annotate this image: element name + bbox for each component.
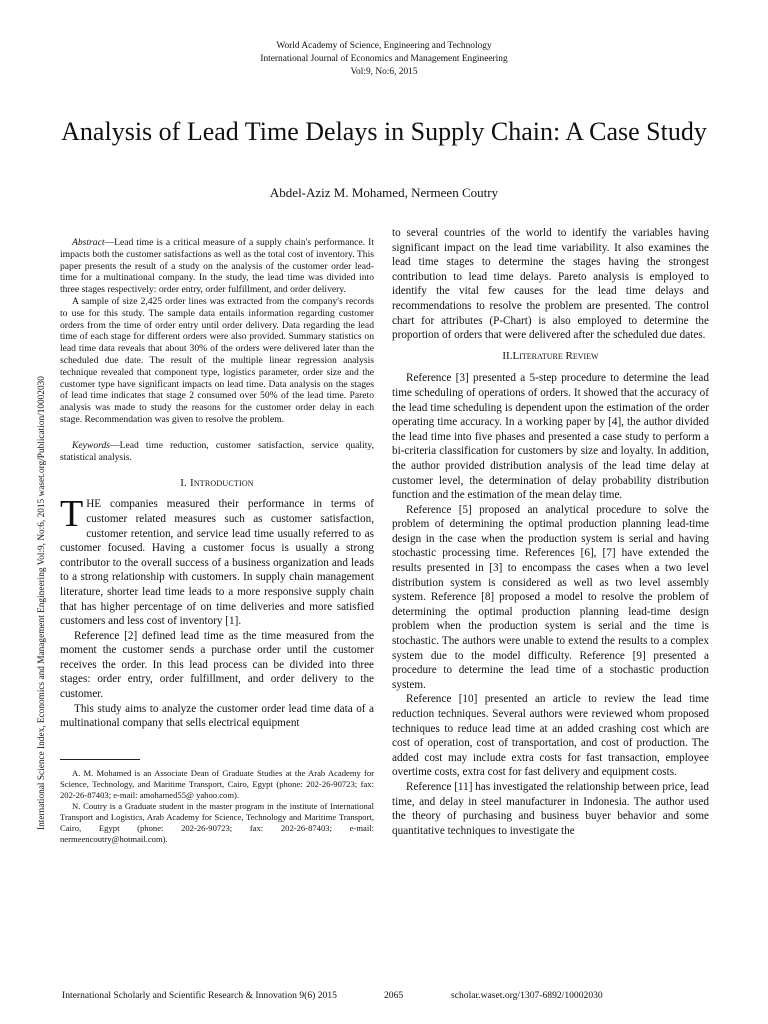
footnote-rule — [60, 759, 140, 760]
left-column — [60, 237, 374, 845]
page-number: 2065 — [384, 990, 404, 1001]
keywords-label: Keywords — [72, 439, 111, 451]
author-footnotes — [60, 768, 374, 845]
section-heading-literature-review — [392, 349, 709, 364]
lit-paragraph-2: Reference [5] proposed an analytical procedure to solve the problem of determining the optimal production planning lead-time design in the case when the production system is serial and having stochastic processing time. References [6], [7] have extended the results presented in [3] to encompass the cases when a two level distribution system is considered as well as two level assembly system. Reference [8] proposed a model to resolve the problem of determining the optimal production planning lead-time design problem when the production system is serial and the time is stochastic. The authors were unable to extend the results to a complex system due to the model difficulty. Reference [9] presented a procedure to determine the lead time of a stochastic production system. — [392, 503, 709, 691]
abstract — [60, 237, 374, 426]
abstract-paragraph-2: A sample of size 2,425 order lines was extracted from the company's records to use for this study. The sample data entails information regarding customer orders from the time of order entry until order delivery. Data regarding the lead time of each stage for different orders were also provided. Summary statistics on lead time data reveals that about 30% of the orders were delivered later than the scheduled due date. The result of the multiple linear regression analysis technique revealed that component type, logistics parameter, order size and the customer type have significant impacts on lead time. Data analysis on the stages of lead time indicates that stage 2 consumed over 50% of the lead time. Pareto analysis was made to study the reasons for the customer order delay in each stage. Recommendation was given to resolve the problem. — [60, 295, 374, 425]
right-column-body — [392, 226, 709, 838]
footer-publisher: International Scholarly and Scientific Research & Innovation 9(6) 2015 — [62, 990, 337, 1001]
intro-paragraph-1 — [60, 493, 374, 628]
section-heading-introduction: I. Introduction — [180, 477, 254, 490]
intro-paragraph-3: This study aims to analyze the customer order lead time data of a multinational company that sells electrical equipment — [60, 702, 374, 730]
abstract-dash: — — [104, 237, 115, 248]
journal-volume: Vol:9, No:6, 2015 — [350, 67, 418, 77]
lit-paragraph-4: Reference [11] has investigated the relationship between price, lead time, and delay in steel manufacturer in Indonesia. The author used the theory of purchasing and business buyer behavior and some quantitative techniques to investigate the — [392, 780, 709, 837]
section-title: Literature Review — [512, 349, 599, 362]
paper-authors: Abdel-Aziz M. Mohamed, Nermeen Coutry — [269, 185, 499, 200]
footnote-author-1: A. M. Mohamed is an Associate Dean of Graduate Studies at the Arab Academy for Science, Technology, and Maritime Transport, Cairo, Egypt (phone: 202-26-90723; fax: 202-26-87403; e-mail: amohamed55@ yahoo.com). — [60, 767, 374, 800]
journal-name: World Academy of Science, Engineering and Technology — [276, 41, 492, 51]
journal-header — [0, 40, 768, 79]
section-number: II. — [502, 349, 513, 362]
footnote-author-2: N. Coutry is a Graduate student in the master program in the institute of International Transport and Logistics, Arab Academy for Science, Technology and Maritime Transport, Cairo, Egypt (phone: 202-26-90723; fax: 202-26-87403; e-mail: nermeencoutry@hotmail.com). — [60, 800, 374, 844]
intro-paragraph-2: Reference [2] defined lead time as the time measured from the moment the customer sends a purchase order until the customer receives the order. In this lead process can be divided into three stages: order entry, order fulfillment, and order delivery to the customer. — [60, 629, 374, 701]
lit-paragraph-3: Reference [10] presented an article to review the lead time reduction techniques. Several authors were reviewed whom proposed techniques to reduce lead time at an added crashing cost which are cost of operation, cost of transportation, and cost of production. The added cost may include extra costs for fast transaction, employee overtime costs, extra cost for fast delivery and equipment costs. — [392, 693, 709, 779]
side-citation-text: International Science Index, Economics and Management Engineering Vol:9, No:6, 2015 waset.org/Publication/10002030 — [37, 376, 47, 830]
abstract-paragraph-1 — [60, 237, 374, 296]
keywords-text: Lead time reduction, customer satisfaction, service quality, statistical analysis. — [60, 439, 374, 463]
intro-text-1: HE companies measured their performance in terms of customer related measures such as customer satisfaction, customer retention, and service lead time usually referred to as customer focused. Having a customer focus is usually a strong contributor to the overall success of a business organization and leads to a strong relationship with customers. In supply chain management literature, shorter lead time leads to a more responsive supply chain that has higher percentage of on time deliveries and more satisfied customers and less cost of inventory [1]. — [60, 498, 374, 628]
right-column — [392, 226, 709, 838]
introduction-body — [60, 493, 374, 731]
lit-paragraph-1: Reference [3] presented a 5-step procedure to determine the lead time scheduling of operations of orders. It showed that the accuracy of the lead time scheduling is dependent upon the estimation of the order operating time accuracy. In a working paper by [4], the author divided the lead time into five phases and presented a case study to perform a bi-criteria classification for customers by size and loyalty. In addition, the author provided distribution analysis of the lead time delay at customer level, the determination of delay probability distribution function and the estimation of the mean delay time. — [392, 372, 709, 502]
keywords-dash: — — [110, 439, 120, 451]
keywords — [60, 440, 374, 464]
drop-cap: T — [60, 493, 84, 536]
journal-subtitle: International Journal of Economics and Management Engineering — [260, 54, 508, 64]
abstract-label: Abstract — [72, 237, 105, 248]
footer-url: scholar.waset.org/1307-6892/10002030 — [451, 990, 603, 1001]
paper-title: Analysis of Lead Time Delays in Supply Chain: A Case Study — [61, 117, 707, 146]
abstract-text-1: Lead time is a critical measure of a supply chain's performance. It impacts both the customer satisfactions as well as the total cost of inventory. This paper presents the result of a study on the analysis of the customer order lead-time for a multinational company. In the study, the lead time was divided into three stages respectively: order entry, order fulfillment, and order delivery. — [60, 237, 374, 296]
intro-continuation: to several countries of the world to identify the variables having significant impact on the lead time variability. It also examines the lead time stages to determine the stages having the strongest contribution to lead time delays. Pareto analysis is employed to identify the vital few causes for the lead time delays and recommendations to resolve the problem are presented. The control chart for attributes (P-Chart) is also employed to determine the proportion of orders that were delivered after the scheduled due dates. — [392, 227, 709, 342]
